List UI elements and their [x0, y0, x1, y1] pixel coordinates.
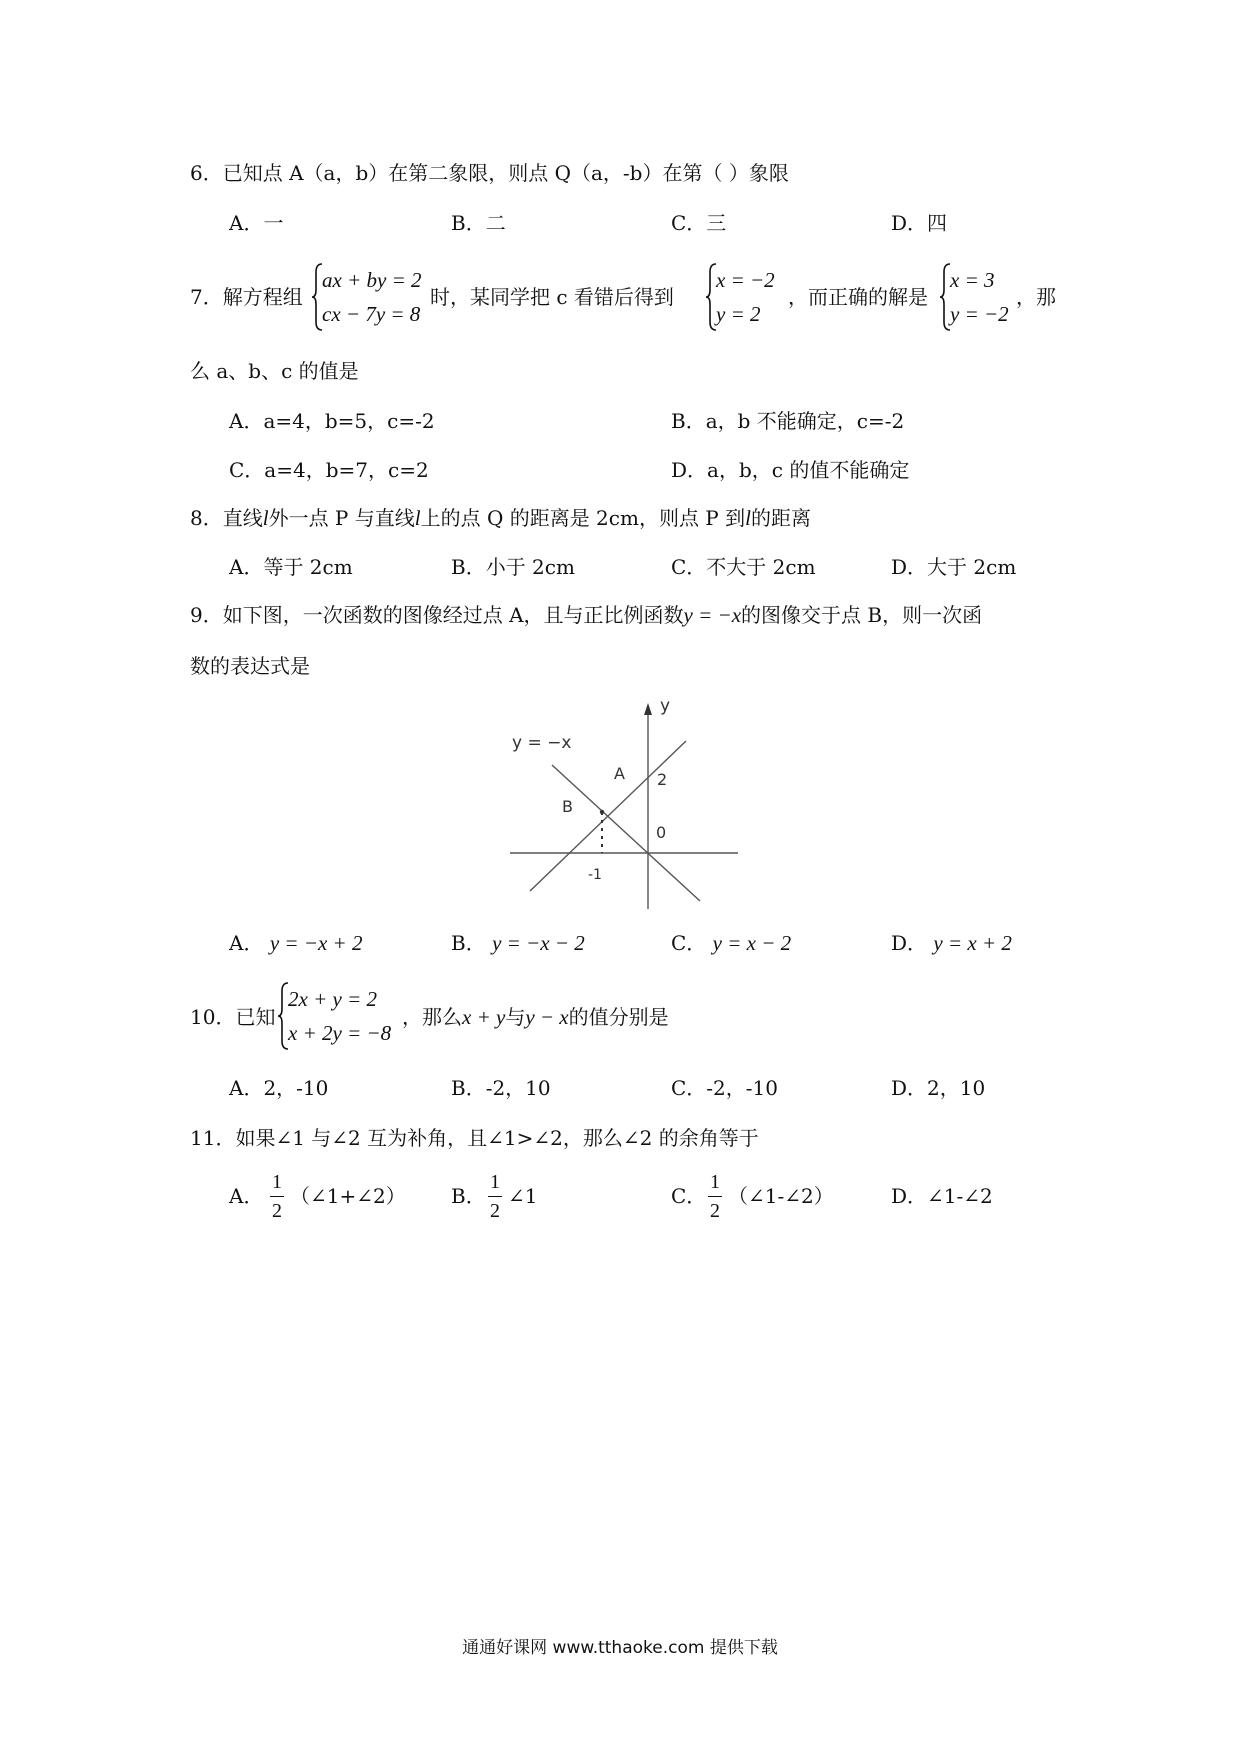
q7-line2: 么 a、b、c 的值是 [190, 359, 359, 383]
q9-option-b [451, 933, 585, 954]
q7-eq1: ax + by = 2 [322, 268, 422, 292]
q11-option-b-expr: ∠1 [508, 1184, 538, 1208]
option-letter: C． [671, 931, 707, 955]
point-b-marker [600, 810, 604, 814]
tick-label-2: 2 [657, 770, 668, 789]
q6-option-c: C．三 [671, 211, 727, 235]
q8-stem-part: 外一点 P 与直线 [268, 506, 415, 530]
q8-stem-part: 上的点 Q 的距离是 2cm，则点 P 到 [420, 506, 746, 530]
q7-mid-text-2: ，而正确的解是 [788, 285, 928, 309]
q9-option-a [229, 933, 362, 954]
frac-numerator: 1 [710, 1171, 720, 1193]
q9-stem-equation: y = −x [683, 603, 742, 627]
q9-stem-part: 9．如下图，一次函数的图像经过点 A，且与正比例函数 [190, 603, 684, 627]
q8-option-a: A．等于 2cm [229, 555, 353, 579]
line-linear-function [530, 741, 686, 891]
option-equation: y = −x + 2 [269, 931, 363, 955]
q10-option-c: C．-2，-10 [671, 1076, 778, 1100]
option-letter: D． [891, 931, 928, 955]
tick-label-neg1: -1 [588, 867, 602, 883]
q7-correct-solution [940, 262, 1020, 332]
q10-option-b: B．-2，10 [451, 1076, 551, 1100]
q10-text: 的值分别是 [568, 1005, 669, 1029]
option-equation: y = x − 2 [712, 931, 792, 955]
q7-equation-system [312, 262, 432, 332]
q9-option-d [891, 933, 1012, 954]
q10-eq2: x + 2y = −8 [288, 1021, 392, 1045]
q10-text: 与 [505, 1005, 526, 1029]
q8-option-d: D．大于 2cm [891, 555, 1017, 579]
q7-option-c: C．a=4，b=7，c=2 [229, 458, 429, 482]
q9-stem [190, 605, 982, 626]
q8-stem-part: 的距离 [750, 506, 811, 530]
q9-coordinate-figure [500, 695, 750, 915]
q9-option-c [671, 933, 791, 954]
line-l-symbol: l [745, 506, 751, 530]
q10-option-d: D．2，10 [891, 1076, 986, 1100]
line-label-y-neg-x: y = −x [512, 733, 572, 753]
frac-denominator: 2 [272, 1200, 282, 1222]
q10-eq1: 2x + y = 2 [288, 987, 377, 1011]
q7-eq2: cx − 7y = 8 [322, 302, 421, 326]
q10-option-a: A．2，-10 [229, 1076, 329, 1100]
origin-label: 0 [656, 823, 667, 842]
q7-mid-text: 时，某同学把 c 看错后得到 [430, 285, 674, 309]
q11-option-a-fraction [270, 1172, 284, 1221]
q9-stem-part: 的图像交于点 B，则一次函 [741, 603, 983, 627]
q7-option-b: B．a，b 不能确定，c=-2 [671, 409, 905, 433]
q7-end-text: ，那 [1016, 285, 1056, 309]
q7-prefix: 7．解方程组 [190, 285, 303, 309]
frac-numerator: 1 [490, 1171, 500, 1193]
line-l-symbol: l [262, 506, 269, 530]
q11-option-a-expr: （∠1+∠2） [290, 1184, 406, 1208]
q10-expr-y-minus-x: y − x [525, 1005, 569, 1029]
option-equation: y = −x − 2 [492, 931, 585, 955]
q8-option-c: C．不大于 2cm [671, 555, 816, 579]
q11-option-a-letter: A． [229, 1184, 264, 1208]
q7-wrong-x: x = −2 [716, 268, 775, 292]
option-letter: A． [229, 931, 264, 955]
q7-wrong-solution [706, 262, 786, 332]
q11-option-b-fraction [488, 1172, 502, 1221]
q11-option-d: D．∠1-∠2 [891, 1184, 993, 1208]
q8-option-b: B．小于 2cm [451, 555, 575, 579]
y-axis-label: y [660, 696, 671, 716]
frac-denominator: 2 [710, 1200, 720, 1222]
point-a-label: A [614, 764, 625, 783]
page-footer: 通通好课网 www.tthaoke.com 提供下载 [462, 1638, 778, 1658]
q10-text: ，那么 [402, 1005, 462, 1029]
q11-option-c-fraction [708, 1172, 722, 1221]
q10-equation-system [278, 981, 406, 1051]
q7-option-a: A．a=4，b=5，c=-2 [229, 409, 435, 433]
point-b-label: B [562, 797, 573, 816]
q7-wrong-y: y = 2 [716, 302, 761, 326]
line-y-neg-x [552, 765, 700, 901]
line-l-symbol: l [414, 506, 421, 530]
q6-option-d: D．四 [891, 211, 948, 235]
q11-option-c-expr: （∠1-∠2） [728, 1184, 834, 1208]
option-letter: B． [451, 931, 486, 955]
q8-stem [190, 508, 811, 529]
q7-option-d: D．a，b，c 的值不能确定 [671, 458, 910, 482]
q11-option-c-letter: C． [671, 1184, 707, 1208]
option-equation: y = x + 2 [933, 931, 1012, 955]
q11-option-b-letter: B． [451, 1184, 486, 1208]
q6-option-a: A．一 [229, 211, 284, 235]
y-axis-arrow-icon [644, 703, 652, 715]
q8-stem-part: 8．直线 [190, 506, 263, 530]
q6-stem: 6．已知点 A（a，b）在第二象限，则点 Q（a，-b）在第（ ）象限 [190, 161, 789, 185]
q11-stem: 11．如果∠1 与∠2 互为补角，且∠1>∠2，那么∠2 的余角等于 [190, 1126, 759, 1150]
q10-rest [402, 1007, 669, 1028]
q10-prefix: 10．已知 [190, 1005, 276, 1029]
q6-option-b: B．二 [451, 211, 506, 235]
q7-correct-y: y = −2 [950, 302, 1009, 326]
frac-denominator: 2 [490, 1200, 500, 1222]
q7-correct-x: x = 3 [950, 268, 995, 292]
frac-numerator: 1 [272, 1171, 282, 1193]
q9-line2: 数的表达式是 [190, 654, 310, 678]
q10-expr-x-plus-y: x + y [462, 1005, 506, 1029]
